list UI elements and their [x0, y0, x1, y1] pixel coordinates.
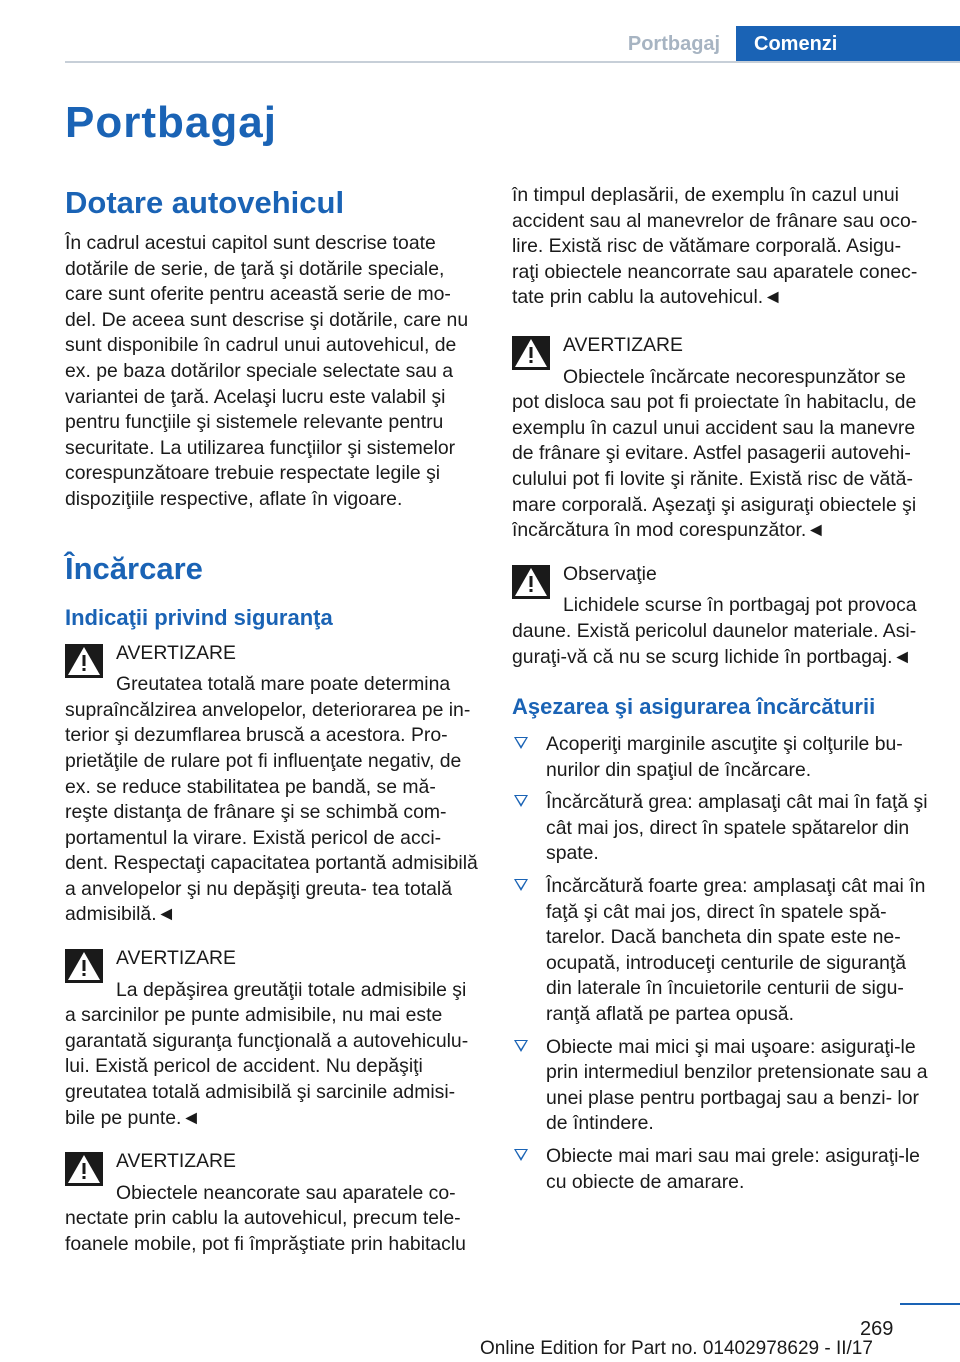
warning-title: AVERTIZARE — [116, 947, 236, 970]
section-heading-incarcare: Încărcare — [65, 550, 203, 586]
notice-title: Observaţie — [563, 562, 657, 585]
list-item — [512, 874, 928, 1028]
bullet-triangle-icon — [514, 879, 528, 891]
warning-triangle-icon — [65, 949, 103, 983]
warning-text: La depăşirea greutăţii totale admisibile şi a sarcinilor pe punte admisibile, nu mai este garantată siguranţa funcţională a autovehiculu‐ lui. Există pericol de accident. Nu depăşiţi greutatea totală admisibilă şi sarcinile admisi‐ bile pe punte.◄ — [65, 978, 469, 1129]
list-item — [512, 732, 928, 783]
list-item — [512, 1144, 928, 1195]
list-item — [512, 1035, 928, 1137]
warning-text: Obiectele încărcate necorespunzător se pot disloca sau pot fi proiectate în habitaclu, de exemplu în cazul unui accident sau la manevre de frânare şi evitare. Astfel pasagerii autovehi‐ culului pot fi lovite şi rănite. Există risc de vătă‐ mare corporală. Aşezaţi şi asiguraţi obiectele şi încărcătura în mod corespunzător.◄ — [512, 365, 917, 542]
warning-block — [65, 1149, 480, 1257]
notice-text: Lichidele scurse în portbagaj pot provoca daune. Există pericolul daunelor materiale. Asi‐ guraţi-vă că nu se scurg lichide în portbagaj.◄ — [512, 594, 917, 668]
list-item-text: Încărcătură grea: amplasaţi cât mai în faţă şi cât mai jos, direct în spatele spătarelor din spate. — [546, 791, 928, 865]
list-item-text: Acoperiţi marginile ascuţite şi colţurile bu‐ nurilor din spaţiul de încărcare. — [546, 733, 903, 781]
footer-edition: Online Edition for Part no. 01402978629 - II/17 — [480, 1338, 873, 1359]
loading-instructions-list — [512, 732, 928, 1195]
notice-block — [512, 562, 928, 670]
list-item-text: Obiecte mai mici şi mai uşoare: asiguraţi-le prin intermediul benzilor pretensionate sau a unei plase pentru portbagaj sau a benzi‐ lor de întindere. — [546, 1035, 928, 1135]
page-title: Portbagaj — [65, 98, 277, 147]
bullet-triangle-icon — [514, 1149, 528, 1161]
tab-portbagaj[interactable]: Portbagaj — [627, 33, 721, 55]
warning-title: AVERTIZARE — [563, 333, 683, 356]
warning-text: Obiectele neancorate sau aparatele co‐ nectate prin cablu la autovehicul, precum tele‐ foanele mobile, pot fi împrăştiate prin habitaclu — [65, 1181, 466, 1255]
subheading-siguranta: Indicaţii privind siguranţa — [65, 604, 333, 630]
bullet-triangle-icon — [514, 1040, 528, 1052]
header-bar — [0, 0, 960, 62]
header-divider — [65, 61, 960, 63]
list-item-text: Încărcătură foarte grea: amplasaţi cât mai în faţă şi cât mai jos, direct în spatele spă‐ tarelor. Dacă bancheta din spate este ne‐ ocupată, introduceţi centurile de siguranţă din laterale în încuietorile centurii de sigu‐ ranţă aflată pe partea opusă. — [546, 875, 926, 1026]
right-column — [512, 183, 928, 1202]
list-item-text: Obiecte mai mari sau mai grele: asiguraţi-le cu obiecte de amarare. — [546, 1145, 920, 1193]
warning-title: AVERTIZARE — [116, 1150, 236, 1173]
tab-comenzi[interactable]: Comenzi — [736, 26, 960, 62]
warning-title: AVERTIZARE — [116, 641, 236, 664]
notice-triangle-icon — [512, 565, 550, 599]
warning-block — [65, 641, 480, 929]
warning-triangle-icon — [65, 644, 103, 678]
footer-divider — [900, 1303, 960, 1305]
page-number: 269 — [860, 1318, 894, 1340]
section-heading-dotare: Dotare autovehicul — [65, 185, 345, 220]
dotare-paragraph: În cadrul acestui capitol sunt descrise toate dotările de serie, de ţară şi dotările speciale, care sunt oferite pentru această serie de mo‐ del. De aceea sunt descrise şi dotările, care nu sunt disponibile în cadrul unui autovehicul, de ex. pe baza dotărilor speciale selectate sau a variantei de ţară. Acelaşi lucru este valabil şi pentru funcţiile şi sistemele relevante pentru securitate. La utilizarea funcţiilor şi sistemelor corespunzătoare trebuie respectate legile şi dispoziţiile respective, aflate în vigoare. — [65, 232, 469, 510]
warning-triangle-icon — [65, 1152, 103, 1186]
warning-block — [512, 333, 928, 544]
subheading-asezarea: Aşezarea şi asigurarea încărcăturii — [512, 694, 876, 720]
left-column — [65, 185, 480, 1258]
bullet-triangle-icon — [514, 795, 528, 807]
continuation-paragraph: în timpul deplasării, de exemplu în cazul unui accident sau al manevrelor de frânare sau oco‐ lire. Există risc de vătămare corporală. Asigu‐ raţi obiectele neancorrate sau aparatele conec‐ tate prin cablu la autovehicul.◄ — [512, 184, 918, 309]
warning-text: Greutatea totală mare poate determina supraîncălzirea anvelopelor, deteriorarea pe in‐ terior şi dezumflarea bruscă a acestora. Pro‐ prietăţile de rulare pot fi influenţate negativ, de ex. se reduce stabilitatea pe bandă, se mă‐ reşte distanţa de frânare şi se schimbă com‐ portamentul la virare. Există pericol de acci‐ dent. Respectaţi capacitatea portantă admisibilă a anvelopelor şi nu depăşiţi greuta‐ tea totală admisibilă.◄ — [65, 673, 478, 926]
list-item — [512, 790, 928, 867]
warning-block — [65, 946, 480, 1131]
warning-triangle-icon — [512, 336, 550, 370]
bullet-triangle-icon — [514, 737, 528, 749]
